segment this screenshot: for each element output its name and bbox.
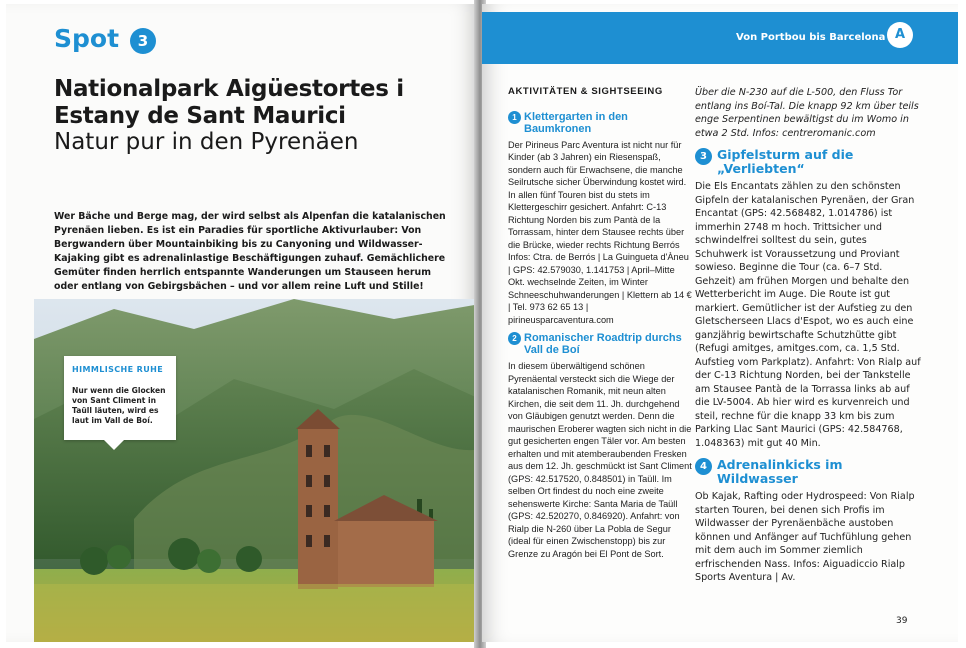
spot-label: Spot [54, 24, 120, 53]
landscape-photo [34, 299, 478, 642]
item-title: Romanischer Roadtrip durchs Vall de Boí [524, 332, 682, 356]
item-number: 3 [695, 148, 712, 165]
item-title: Adrenalinkicks im Wildwasser [717, 457, 843, 486]
item-number: 4 [695, 458, 712, 475]
item-title: Klettergarten in den Baumkronen [524, 110, 628, 135]
item-text: Ob Kajak, Rafting oder Hydrospeed: Von Rialp starten Touren, bei denen sich Profis im Wildwasser der Pyrenäenbäche austoben können und Anfänger auf Tuchfühlung gehen mit dem auch im Sommer ziemlich erfrischenden Nass. Infos: Aiguadiccio Rialp Sports Aventura | Av. [695, 491, 915, 583]
item-heading-3 [695, 148, 921, 176]
section-badge: A [887, 22, 913, 48]
item-heading-2 [508, 332, 692, 356]
item-number: 2 [508, 332, 521, 345]
header-title: Von Portbou bis Barcelona [736, 32, 886, 43]
page-title: Nationalpark Aigüestortes i Estany de Sant Maurici [54, 76, 404, 129]
left-page [6, 4, 478, 642]
item-number: 1 [508, 111, 521, 124]
item-heading-4 [695, 458, 921, 486]
continued-text: Über die N-230 auf die L-500, den Fluss Tor entlang ins Boí-Tal. Die knapp 92 km über teils enge Serpentinen bewältigst du im Womo in etwa 2 Std. Infos: centreromanic.com [695, 87, 919, 139]
callout-text: Nur wenn die Glocken von Sant Climent in Taüll läuten, wird es laut im Vall de Boí. [72, 386, 166, 425]
callout-title: HIMMLISCHE RUHE [72, 365, 164, 374]
section-heading: AKTIVITÄTEN & SIGHTSEEING [508, 86, 663, 97]
right-page [482, 4, 958, 642]
item-text: In diesem überwältigend schönen Pyrenäental versteckt sich die Wiege der katalanischen Romanik, mit neun alten Kirchen, die seit dem 11. Jh. durchgehend von Gläubigen genutzt werden. Denn die maurischen Eroberer wagten sich nicht in die gut gesicherten engen Täler vor. Am besten erhalten und mit atemberaubenden Fresken aus dem 12. Jh. geschmückt ist Sant Climent (GPS: 42.517520, 0.848501) in Taüll. Im selben Ort findest du noch eine zweite sehenswerte Kirche: Santa Maria de Taüll (GPS: 42.520270, 0.846920). Anfahrt: von Rialp die N-260 über La Pobla de Segur (ideal für einen Zwischenstopp) bis zur Grenze zu Aragón bei El Pont de Sort. [508, 361, 692, 559]
page-subtitle: Natur pur in den Pyrenäen [54, 129, 359, 155]
item-text: Der Pirineus Parc Aventura ist nicht nur für Kinder (ab 3 Jahren) ein Riesenspaß, sondern auch für Erwachsene, die manche Seilrutsche sicher Überwindung kostet wird. In allen fünf Touren bist du stets im Klettergeschirr gesichert. Anfahrt: C-13 Richtung Norden bis zum Pantà de la Torrassam, hinter dem Stausee rechts über die Brücke, wieder rechts Richtung Berrós Infos: Ctra. de Berrós | La Guingueta d'Àneu | GPS: 42.579030, 1.141753 | April–Mitte Okt. wechselnde Zeiten, im Winter Schneeschuhwanderungen | Klettern ab 14 € | Tel. 973 62 65 13 | pirineusparcaventura.com [508, 139, 692, 325]
item-heading-1 [508, 111, 692, 135]
column-1 [508, 86, 692, 560]
column-2 [695, 86, 921, 585]
item-text: Die Els Encantats zählen zu den schönsten Gipfeln der katalanischen Pyrenäen, der Gran Encantat (GPS: 42.568482, 1.014786) ist immerhin 2748 m hoch. Trittsicher und schwindelfrei solltest du sein, gutes Schuhwerk ist Voraussetzung und Proviant sowieso. Beginne die Tour (ca. 6–7 Std. Gehzeit) am frühen Morgen und behalte den Wetterbericht im Auge. Die Route ist gut markiert. Gemütlicher ist der Aufstieg zu den Gletscherseen Llacs d'Espot, wo es auch eine ganzjährig bewirtschafte Schutzhütte gibt (Refugi amitges, amitges.com, ca. 1,5 Std. Aufstieg vom Parkplatz). Anfahrt: Von Rialp auf der C-13 Richtung Norden, bei der Tankstelle am Stausee Pantà de la Torrassa links ab auf die LV-5004. Ab hier wird es kurvenreich und steil, rechne für die knapp 33 km bis zum Parking Llac Sant Maurici (GPS: 42.584768, 1.048363) mit gut 40 Min. [695, 181, 921, 449]
page-number: 39 [896, 616, 908, 626]
item-title: Gipfelsturm auf die „Verliebten“ [717, 147, 854, 176]
intro-text: Wer Bäche und Berge mag, der wird selbst als Alpenfan die katalanischen Pyrenäen lieben. Es ist ein Paradies für sportliche Aktivurlauber: Von Bergwandern über Mountainbiking bis zu Canyoning und Wildwasser-Kajaking gibt es adrenalinlastige Beschäftigungen zuhauf. Gemächlichere Gemüter finden herrlich entspannte Wanderungen um Stauseen herum oder entlang von Gebirgsbächen – und vor allem reine Luft und Stille! [54, 211, 446, 292]
spot-number-badge: 3 [130, 28, 156, 54]
callout-box [64, 356, 176, 440]
